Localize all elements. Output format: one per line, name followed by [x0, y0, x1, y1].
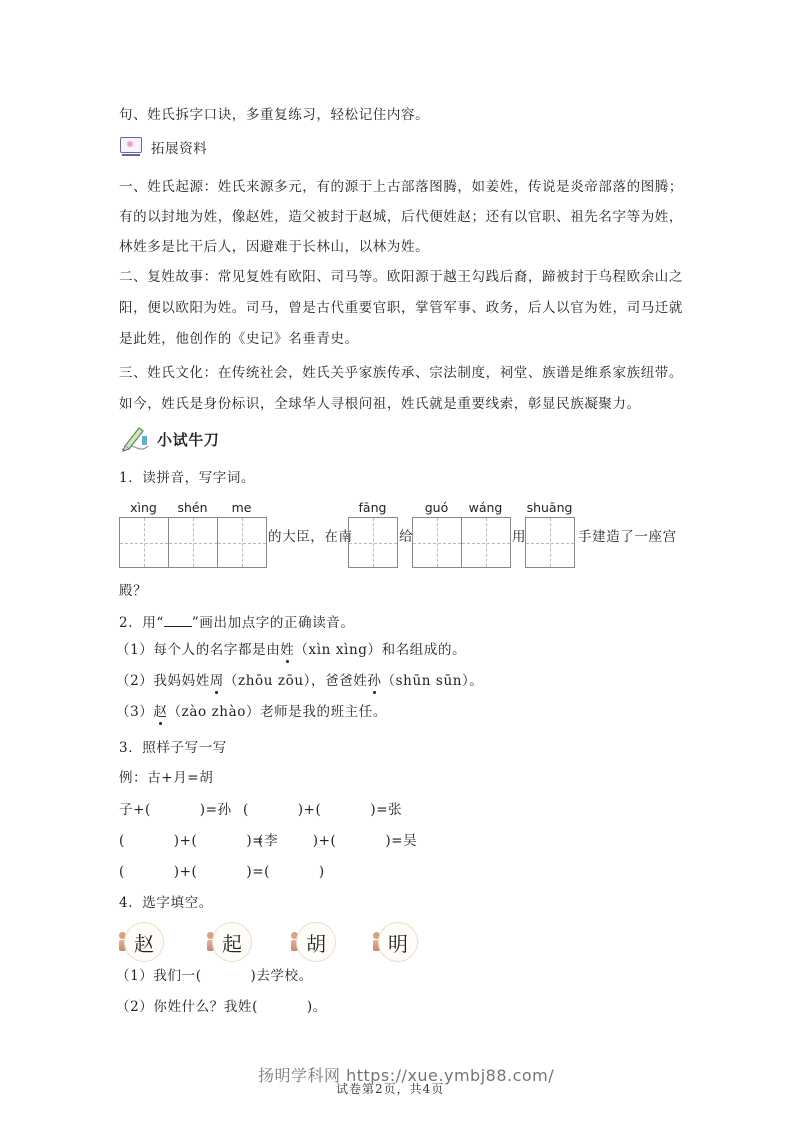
- q3-title: 3．照样子写一写: [119, 740, 227, 756]
- q1-text-2: 给: [399, 529, 414, 545]
- pinyin-shuang: shuāng: [526, 500, 573, 515]
- writing-cell[interactable]: [413, 518, 462, 567]
- surname-culture-line-1: 三、姓氏文化：在传统社会，姓氏关乎家族传承、宗法制度，祠堂、族谱是维系家族纽带。: [119, 365, 683, 381]
- surname-culture-line-2: 如今，姓氏是身份标识，全球华人寻根问祖，姓氏就是重要线索，彰显民族凝聚力。: [119, 396, 641, 412]
- writing-grid-shuang[interactable]: [525, 517, 575, 568]
- writing-cell[interactable]: [462, 518, 511, 567]
- writing-grid-guowang[interactable]: [412, 517, 511, 568]
- q1-title: 1．读拼音，写字词。: [119, 470, 256, 486]
- q1-text-3: 用: [512, 529, 527, 545]
- q3-example: 例：古+月=胡: [119, 770, 214, 786]
- q2-item-2: （2）我妈妈姓周（zhōu zōu），爸爸姓孙（shūn sūn）。: [116, 673, 484, 689]
- writing-cell[interactable]: [526, 518, 575, 567]
- q1-text-1: 的大臣，在南: [268, 529, 353, 545]
- q3-row-1-a[interactable]: 子+( )=孙: [119, 802, 232, 818]
- watermark: 扬明学科网 https://xue.ymbj88.com/: [258, 1066, 555, 1085]
- pinyin-options[interactable]: （zhōu zōu），爸爸姓: [223, 673, 368, 689]
- monitor-icon: [119, 137, 143, 157]
- pinyin-fang: fāng: [358, 500, 387, 515]
- pinyin-me: me: [231, 500, 252, 515]
- page-number: 试卷第2页，共4页: [336, 1082, 445, 1096]
- intro-line: 句、姓氏拆字口诀，多重复练习，轻松记住内容。: [119, 107, 430, 123]
- choice-zhao[interactable]: 赵: [119, 922, 169, 960]
- dotted-char: 周: [209, 673, 224, 689]
- q3-row-3[interactable]: ( )+( )=( ): [119, 864, 325, 880]
- practice-heading: [119, 424, 219, 454]
- q4-title: 4．选字填空。: [119, 895, 213, 911]
- compound-surname-line-1: 二、复姓故事：常见复姓有欧阳、司马等。欧阳源于越王勾践后裔，蹄被封于乌程欧余山之: [119, 269, 683, 285]
- underline-sample: [164, 614, 192, 627]
- choice-ming[interactable]: 明: [373, 922, 423, 960]
- q1-continuation: 殿？: [119, 583, 148, 599]
- writing-grid-fang[interactable]: [348, 517, 398, 568]
- pinyin-wang: wáng: [468, 500, 503, 515]
- pinyin-guo: guó: [424, 500, 449, 515]
- pen-icon: [119, 424, 151, 454]
- dotted-char: 姓: [280, 642, 295, 658]
- writing-cell[interactable]: [349, 518, 398, 567]
- pinyin-options[interactable]: （zào zhào）老师是我的班主任。: [167, 704, 387, 720]
- extended-materials-title: 拓展资料: [151, 141, 208, 157]
- q3-row-1-b[interactable]: ( )+( )=张: [243, 802, 403, 818]
- q4-item-2[interactable]: （2）你姓什么？我姓( )。: [116, 999, 327, 1015]
- pinyin-options[interactable]: （shūn sūn）。: [381, 673, 484, 689]
- origin-paragraph-line-1: 一、姓氏起源：姓氏来源多元，有的源于上古部落图腾，如姜姓，传说是炎帝部落的图腾；: [119, 179, 683, 195]
- q2-item-3: （3）赵（zào zhào）老师是我的班主任。: [116, 704, 387, 720]
- q3-row-2-b[interactable]: ( )+( )=吴: [258, 833, 418, 849]
- writing-cell[interactable]: [169, 518, 218, 567]
- choice-qi[interactable]: 起: [207, 922, 257, 960]
- origin-paragraph-line-2: 有的以封地为姓，像赵姓，造父被封于赵城，后代便姓赵；还有以官职、祖先名字等为姓，: [119, 209, 683, 225]
- pinyin-shen: shén: [177, 500, 208, 515]
- writing-cell[interactable]: [218, 518, 267, 567]
- compound-surname-line-3: 是此姓，他创作的《史记》名垂青史。: [119, 331, 359, 347]
- dotted-char: 孙: [367, 673, 382, 689]
- pinyin-options[interactable]: （xìn xìng）和名组成的。: [294, 642, 467, 658]
- compound-surname-line-2: 阳，便以欧阳为姓。司马，曾是古代重要官职，掌管军事、政务，后人以官为姓，司马迁就: [119, 300, 683, 316]
- q2-title: 2．用“ ”画出加点字的正确读音。: [119, 615, 355, 631]
- writing-grid-xingshenme[interactable]: [119, 517, 267, 568]
- dotted-char: 赵: [153, 704, 168, 720]
- q3-row-2-a[interactable]: ( )+( )=李: [119, 833, 279, 849]
- q2-item-1: （1）每个人的名字都是由姓（xìn xìng）和名组成的。: [116, 642, 467, 658]
- pinyin-xing: xìng: [130, 500, 157, 515]
- practice-title: 小试牛刀: [157, 430, 220, 449]
- extended-materials-heading: [119, 137, 207, 157]
- q1-text-4: 手建造了一座宫: [578, 529, 677, 545]
- writing-cell[interactable]: [120, 518, 169, 567]
- origin-paragraph-line-3: 林姓多是比干后人，因避难于长林山，以林为姓。: [119, 239, 430, 255]
- q4-item-1[interactable]: （1）我们一( )去学校。: [116, 968, 313, 984]
- choice-hu[interactable]: 胡: [291, 922, 341, 960]
